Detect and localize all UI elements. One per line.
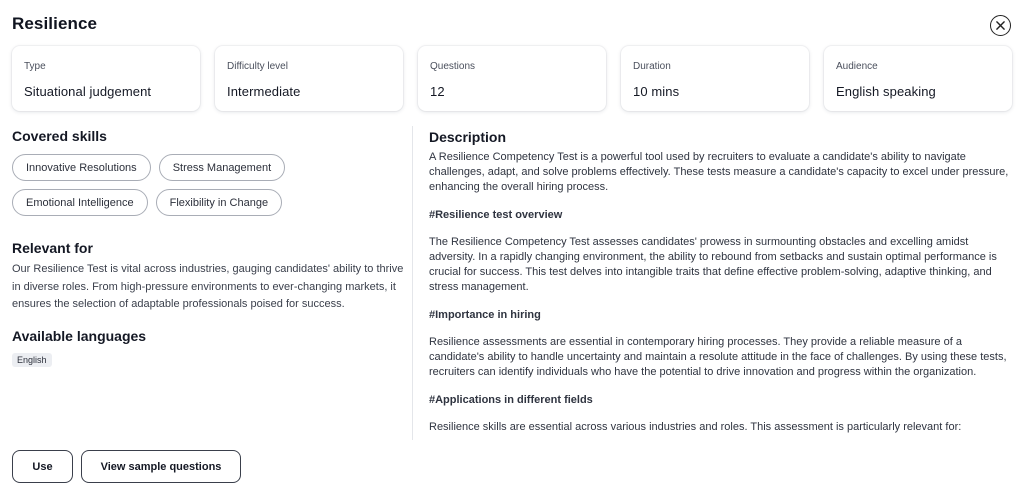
skill-chip: Innovative Resolutions [12,154,151,181]
relevant-for-heading: Relevant for [12,240,93,256]
covered-skills-heading: Covered skills [12,128,107,144]
covered-skills-section [12,128,402,216]
card-value: 10 mins [633,84,680,99]
card-value: English speaking [836,84,936,99]
section-text: Resilience assessments are essential in contemporary hiring processes. They provide a reliable measure of a candidate's ability to handle uncertainty and maintain a resolute attitude in the face of challenges. By using these tests, recruiters can identify individuals who have the potential to drive innovation and progress within the organization. [429,336,1007,378]
card-label: Audience [836,61,878,72]
language-tag: English [12,353,52,367]
card-duration [621,46,809,111]
card-label: Duration [633,61,671,72]
card-difficulty [215,46,403,111]
section-text: Resilience skills are essential across various industries and roles. This assessment is particularly relevant for: [429,421,962,433]
card-label: Questions [430,61,476,72]
card-value: 12 [430,84,445,99]
close-icon [996,21,1005,30]
description-heading: Description [429,129,507,145]
description-panel[interactable] [412,126,1012,440]
section-heading: #Resilience test overview [429,209,563,221]
relevant-for-text: Our Resilience Test is vital across industries, gauging candidates' ability to thrive in diverse roles. From high-pressure environments to ever-changing markets, it ensures the selection of adaptable professionals poised for success. [12,263,404,310]
skill-chip: Stress Management [159,154,285,181]
section-heading: #Importance in hiring [429,309,541,321]
description-intro: A Resilience Competency Test is a powerful tool used by recruiters to evaluate a candidate's ability to navigate challenges, adapt, and solve problems effectively. These tests measure a candidate's capacity to excel under pressure, enhancing the overall hiring process. [429,151,1009,193]
page-title: Resilience [12,14,98,33]
skill-chip: Emotional Intelligence [12,189,148,216]
relevant-for-section [12,240,404,314]
skill-chip: Flexibility in Change [156,189,282,216]
card-audience [824,46,1012,111]
card-questions [418,46,606,111]
close-button[interactable] [990,15,1011,36]
card-value: Situational judgement [24,84,152,99]
info-cards [12,46,1012,111]
view-sample-questions-button[interactable]: View sample questions [81,450,241,483]
card-type [12,46,200,111]
card-value: Intermediate [227,84,301,99]
use-button[interactable]: Use [12,450,73,483]
skill-chips [12,154,302,216]
card-label: Type [24,61,46,72]
available-languages-heading: Available languages [12,328,147,344]
section-heading: #Applications in different fields [429,394,593,406]
section-text: The Resilience Competency Test assesses candidates' prowess in surmounting obstacles and excelling amidst adversity. In a rapidly changing environment, the ability to rebound from setbacks and sustain optimal performance is crucial for success. This test delves into intangible traits that define effective problem-solving, adaptive thinking, and stress management. [429,236,997,293]
available-languages-section [12,328,146,368]
card-label: Difficulty level [227,61,288,72]
action-bar [12,450,241,483]
